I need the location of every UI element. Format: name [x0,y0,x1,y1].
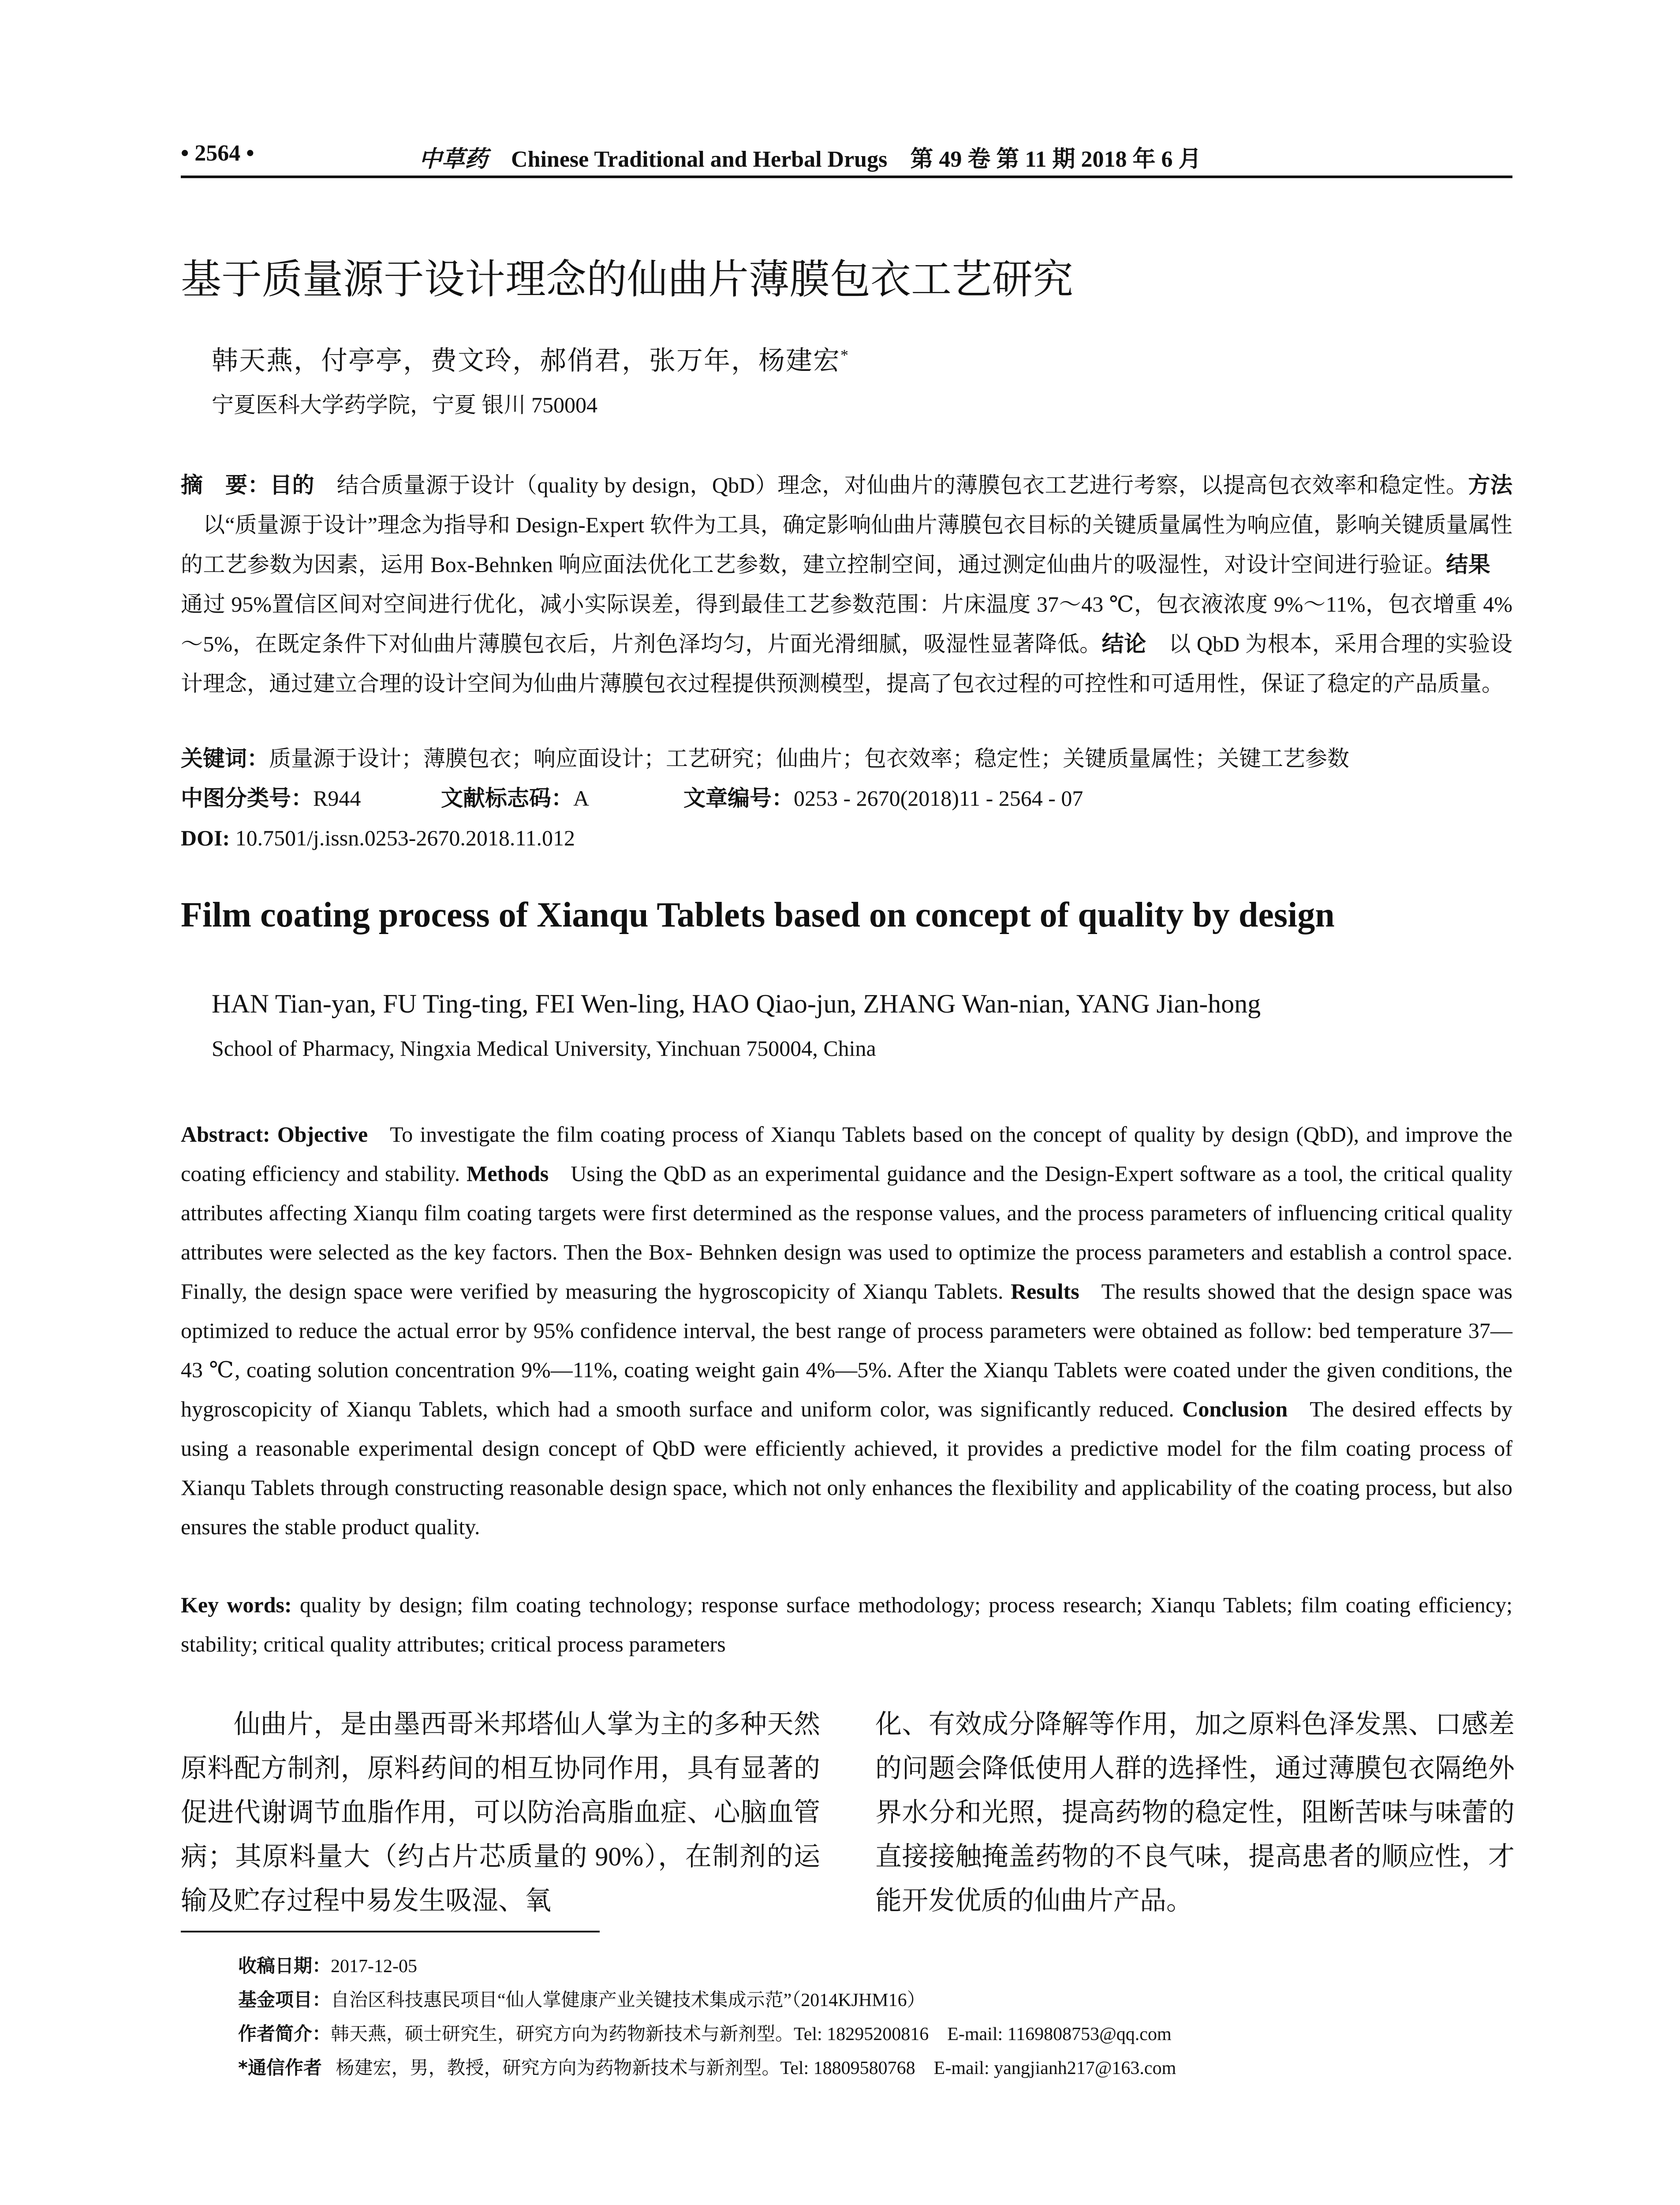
doi-label: DOI: [181,826,230,850]
cn-authors [212,340,849,377]
footnotes [238,1949,1176,2085]
footnote-received [238,1949,1176,1983]
en-abstract [181,1115,1512,1547]
en-title: Film coating process of Xianqu Tablets based on concept of quality by design [181,896,1335,934]
cn-results-text: 通过 95%置信区间对空间进行优化，减小实际误差，得到最佳工艺参数范围：片床温度 37～43 ℃，包衣液浓度 9%～11%，包衣增重 4%～5%，在既定条件下对仙曲片薄膜包衣后，片剂色泽均匀，片面光滑细腻，吸湿性显著降低。 [181,592,1512,656]
corr-text: 杨建宏，男，教授，研究方向为药物新技术与新剂型。Tel: 18809580768 E-mail: yangjianh217@163.com [336,2058,1176,2078]
cn-objective-label: 目的 [270,472,315,498]
classification-row [181,778,1083,818]
running-header [181,140,1512,176]
en-conclusion-label: Conclusion [1182,1397,1288,1421]
received-date: 2017-12-05 [331,1956,417,1977]
cn-keywords-text: 质量源于设计；薄膜包衣；响应面设计；工艺研究；仙曲片；包衣效率；稳定性；关键质量属性；关键工艺参数 [269,746,1349,771]
cn-objective-text: 结合质量源于设计（quality by design，QbD）理念，对仙曲片的薄膜包衣工艺进行考察，以提高包衣效率和稳定性。 [336,473,1468,497]
en-keywords-text: quality by design; film coating technology; response surface methodology; process research; Xianqu Tablets; film coating efficiency; stability; critical quality attributes; critical process parameters [181,1592,1512,1656]
en-keywords [181,1585,1512,1664]
journal-issue: 第 49 卷 第 11 期 2018 年 6 月 [910,147,1202,172]
cn-conclusion-text: 以 QbD 为根本，采用合理的实验设计理念，通过建立合理的设计空间为仙曲片薄膜包衣过程提供预测模型，提高了包衣过程的可控性和可适用性，保证了稳定的产品质量。 [181,632,1513,696]
cn-results-label: 结果 [1446,552,1491,577]
journal-name-en: Chinese Traditional and Herbal Drugs [511,147,888,172]
doc-code-value: A [573,786,590,811]
footnote-fund [238,1983,1176,2017]
header-rule [181,176,1512,178]
corresponding-mark: * [840,346,849,364]
en-objective-text: To investigate the film coating process of Xianqu Tablets based on the concept of quality by design (QbD), and improve the coating efficiency and stability. [181,1122,1513,1186]
clc-value: R944 [313,786,361,811]
article-no-value: 0253 - 2670(2018)11 - 2564 - 07 [794,786,1083,811]
cn-author-list: 韩天燕，付亭亭，费文玲，郝俏君，张万年，杨建宏 [212,346,840,375]
page-number: • 2564 • [181,141,254,166]
bio-label: 作者简介： [238,2023,331,2044]
en-conclusion-text: The desired effects by using a reasonable experimental design concept of QbD were efficiently achieved, it provides a predictive model for the film coating process of Xianqu Tablets through constructing reasonable design space, which not only enhances the flexibility and applicability of the coating process, but also ensures the stable product quality. [181,1397,1513,1539]
cn-conclusion-label: 结论 [1101,631,1146,657]
en-affiliation: School of Pharmacy, Ningxia Medical University, Yinchuan 750004, China [212,1036,876,1061]
en-methods-text: Using the QbD as an experimental guidance and the Design-Expert software as a tool, the critical quality attributes affecting Xianqu film coating targets were first determined as the response values, and the process parameters of influencing critical quality attributes were selected as the key factors. Then the Box- Behnken design was used to optimize the process parameters and establish a control space. Finally, the design space were verified by measuring the hygroscopicity of Xianqu Tablets. [181,1161,1512,1304]
doi-value: 10.7501/j.issn.0253-2670.2018.11.012 [235,826,575,850]
en-results-text: The results showed that the design space was optimized to reduce the actual error by 95% confidence interval, the best range of process parameters were obtained as follow: bed temperature 37—43 ℃, coating solution concentration 9%—11%, coating weight gain 4%—5%. After the Xianqu Tablets were coated under the given conditions, the hygroscopicity of Xianqu Tablets, which had a smooth surface and uniform color, was significantly reduced. [181,1279,1512,1421]
received-label: 收稿日期： [238,1955,331,1977]
doi-line [181,818,575,858]
en-results-label: Results [1011,1279,1079,1304]
doc-code-label: 文献标志码： [441,785,573,811]
cn-affiliation: 宁夏医科大学药学院，宁夏 银川 750004 [212,392,597,417]
en-abstract-label: Abstract: Objective [181,1122,368,1147]
journal-name-cn: 中草药 [419,147,488,172]
fund-text: 自治区科技惠民项目“仙人掌健康产业关键技术集成示范”（2014KJHM16） [331,1990,926,2011]
footnote-rule [181,1931,600,1932]
en-methods-label: Methods [467,1161,549,1186]
clc-label: 中图分类号： [181,785,313,811]
cn-keywords-label: 关键词： [181,746,269,771]
cn-abstract-label: 摘 要： [181,472,270,498]
body-column-right: 化、有效成分降解等作用，加之原料色泽发黑、口感差的问题会降低使用人群的选择性，通过薄膜包衣隔绝外界水分和光照，提高药物的稳定性，阻断苦味与味蕾的直接接触掩盖药物的不良气味，提高患者的顺应性，才能开发优质的仙曲片产品。 [875,1710,1515,1915]
cn-methods-label: 方法 [1468,472,1513,498]
journal-info [419,140,1201,173]
fund-label: 基金项目： [238,1989,331,2011]
en-keywords-label: Key words: [181,1592,292,1617]
cn-methods-text: 以“质量源于设计”理念为指导和 Design-Expert 软件为工具，确定影响仙曲片薄膜包衣目标的关键质量属性为响应值，影响关键质量属性的工艺参数为因素，运用 Box-Behnken 响应面法优化工艺参数，建立控制空间，通过测定仙曲片的吸湿性，对设计空间进行验证。 [181,512,1512,577]
en-authors: HAN Tian-yan, FU Ting-ting, FEI Wen-ling, HAO Qiao-jun, ZHANG Wan-nian, YANG Jian-hong [212,989,1261,1018]
corr-label: *通信作者 [238,2057,322,2078]
cn-title: 基于质量源于设计理念的仙曲片薄膜包衣工艺研究 [181,256,1074,303]
cn-abstract [181,465,1512,703]
bio-text: 韩天燕，硕士研究生，研究方向为药物新技术与新剂型。Tel: 18295200816 E-mail: 1169808753@qq.com [331,2024,1172,2044]
article-no-label: 文章编号： [683,785,794,811]
cn-keywords [181,739,1512,778]
footnote-corresponding [238,2051,1176,2085]
body-column-left: 仙曲片，是由墨西哥米邦塔仙人掌为主的多种天然原料配方制剂，原料药间的相互协同作用，具有显著的促进代谢调节血脂作用，可以防治高脂血症、心脑血管病；其原料量大（约占片芯质量的 90%），在制剂的运输及贮存过程中易发生吸湿、氧 [181,1710,820,1915]
footnote-bio [238,2017,1176,2051]
